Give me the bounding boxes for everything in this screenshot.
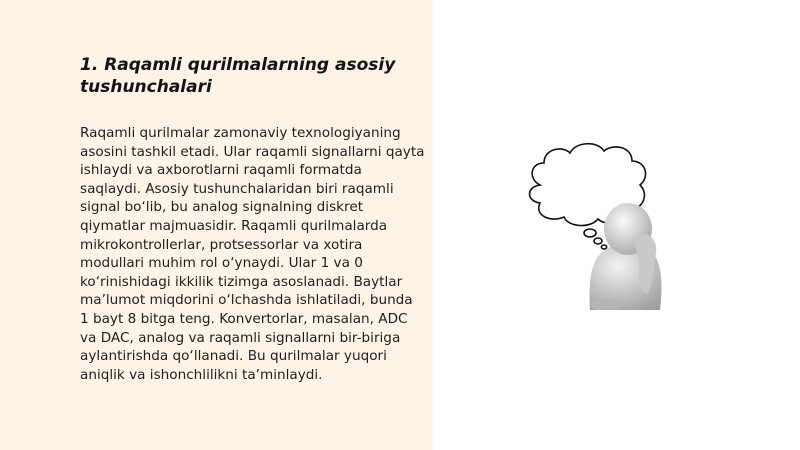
thinking-person-icon [518,135,678,310]
slide-title: 1. Raqamli qurilmalarning asosiy tushunchalari [80,55,396,97]
slide-body-text: Raqamli qurilmalar zamonaviy texnologiyaning asosini tashkil etadi. Ular raqamli signallarni qayta ishlaydi va axborotlarni raqamli formatda saqlaydi. Asosiy tushunchalaridan biri raqamli signal bo‘lib, bu analog signalning diskret qiymatlar majmuasidir. Raqamli qurilmalarda mikrokontrollerlar, protsessorlar va xotira modullari muhim rol o‘ynaydi. Ular 1 va 0 ko‘rinishidagi ikkilik tizimga asoslanadi. Baytlar ma’lumot miqdorini o‘lchashda ishlatiladi, bunda 1 bayt 8 bitga teng. Konvertorlar, masalan, ADC va DAC, analog va raqamli signallarni bir-biriga aylantirishda qo‘llanadi. Bu qurilmalar yuqori aniqlik va ishonchlilikni ta’minlaydi. [80,125,425,383]
